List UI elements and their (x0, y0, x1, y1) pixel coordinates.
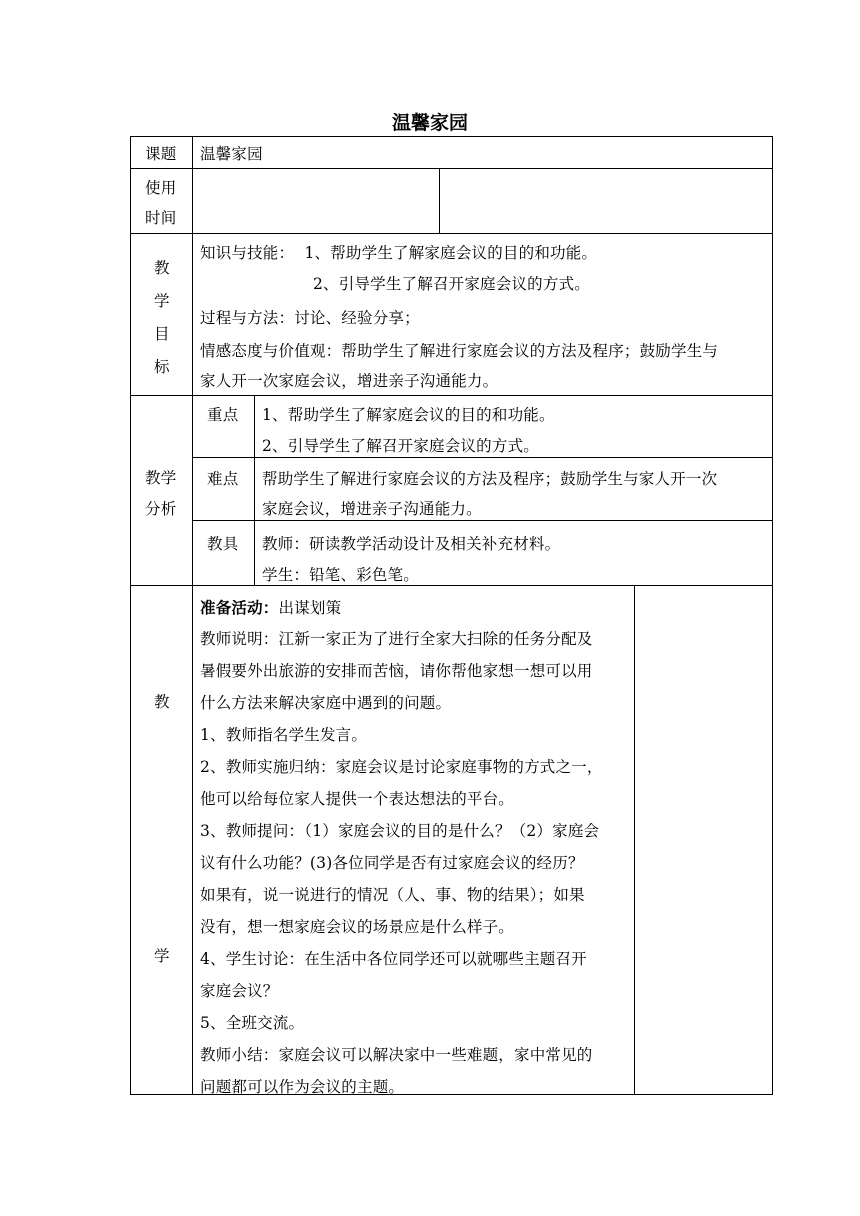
process-line: 什么方法来解决家庭中遇到的问题。 (200, 694, 452, 712)
tools-label: 教具 (207, 535, 239, 553)
tools-line: 学生：铅笔、彩色笔。 (262, 566, 420, 584)
process-label-bottom: 学 (154, 947, 170, 965)
key-point-line: 1、帮助学生了解家庭会议的目的和功能。 (262, 406, 555, 424)
row-divider (130, 233, 773, 234)
goals-line: 2、引导学生了解召开家庭会议的方式。 (313, 275, 590, 293)
column-divider (192, 136, 193, 1095)
time-label-line1: 使用 (145, 179, 177, 197)
time-label-line2: 时间 (145, 209, 177, 227)
goals-line: 情感态度与价值观：帮助学生了解进行家庭会议的方法及程序；鼓励学生与 (200, 342, 719, 360)
process-heading-bold: 准备活动： (200, 599, 279, 617)
process-label-top: 教 (154, 693, 170, 711)
key-point-label: 重点 (207, 406, 239, 424)
goals-label-char: 学 (154, 292, 170, 310)
analysis-label-line1: 教学 (145, 469, 177, 487)
process-line: 5、全班交流。 (200, 1014, 305, 1032)
goals-label-char: 目 (154, 325, 170, 343)
key-point-line: 2、引导学生了解召开家庭会议的方式。 (262, 437, 539, 455)
row-divider (130, 168, 773, 169)
process-line: 他可以给每位家人提供一个表达想法的平台。 (200, 790, 515, 808)
process-line: 3、教师提问：（1）家庭会议的目的是什么？（2）家庭会 (200, 822, 600, 840)
difficulty-line: 家庭会议，增进亲子沟通能力。 (262, 500, 482, 518)
topic-value: 温馨家园 (200, 145, 263, 163)
goals-label-char: 教 (154, 259, 170, 277)
process-line: 家庭会议？ (200, 982, 279, 1000)
row-divider (192, 520, 773, 521)
difficulty-line: 帮助学生了解进行家庭会议的方法及程序；鼓励学生与家人开一次 (262, 470, 718, 488)
process-line: 教师说明：江新一家正为了进行全家大扫除的任务分配及 (200, 630, 593, 648)
process-line: 2、教师实施归纳：家庭会议是讨论家庭事物的方式之一， (200, 758, 603, 776)
column-divider (254, 395, 255, 585)
process-line: 议有什么功能？(3)各位同学是否有过家庭会议的经历？ (200, 854, 584, 872)
process-heading (200, 596, 341, 618)
column-divider (634, 585, 635, 1095)
goals-line: 家人开一次家庭会议，增进亲子沟通能力。 (200, 372, 499, 390)
goals-label-char: 标 (154, 358, 170, 376)
process-line: 如果有，说一说进行的情况（人、事、物的结果）；如果 (200, 886, 585, 904)
process-line: 教师小结：家庭会议可以解决家中一些难题，家中常见的 (200, 1046, 593, 1064)
goals-line: 知识与技能： 1、帮助学生了解家庭会议的目的和功能。 (200, 244, 598, 262)
process-heading-rest: 出谋划策 (278, 599, 342, 617)
column-divider (439, 168, 440, 233)
process-line: 4、学生讨论：在生活中各位同学还可以就哪些主题召开 (200, 950, 587, 968)
goals-line: 过程与方法：讨论、经验分享； (200, 309, 420, 327)
row-divider (192, 457, 773, 458)
difficulty-label: 难点 (207, 470, 239, 488)
row-divider (130, 395, 773, 396)
process-line: 问题都可以作为会议的主题。 (200, 1078, 405, 1096)
row-divider (130, 585, 773, 586)
page-title: 温馨家园 (391, 112, 468, 134)
analysis-label-line2: 分析 (145, 500, 177, 518)
tools-line: 教师：研读教学活动设计及相关补充材料。 (262, 535, 561, 553)
process-line: 暑假要外出旅游的安排而苦恼，请你帮他家想一想可以用 (200, 662, 593, 680)
process-line: 没有，想一想家庭会议的场景应是什么样子。 (200, 918, 515, 936)
topic-label: 课题 (145, 145, 177, 163)
process-line: 1、教师指名学生发言。 (200, 726, 368, 744)
